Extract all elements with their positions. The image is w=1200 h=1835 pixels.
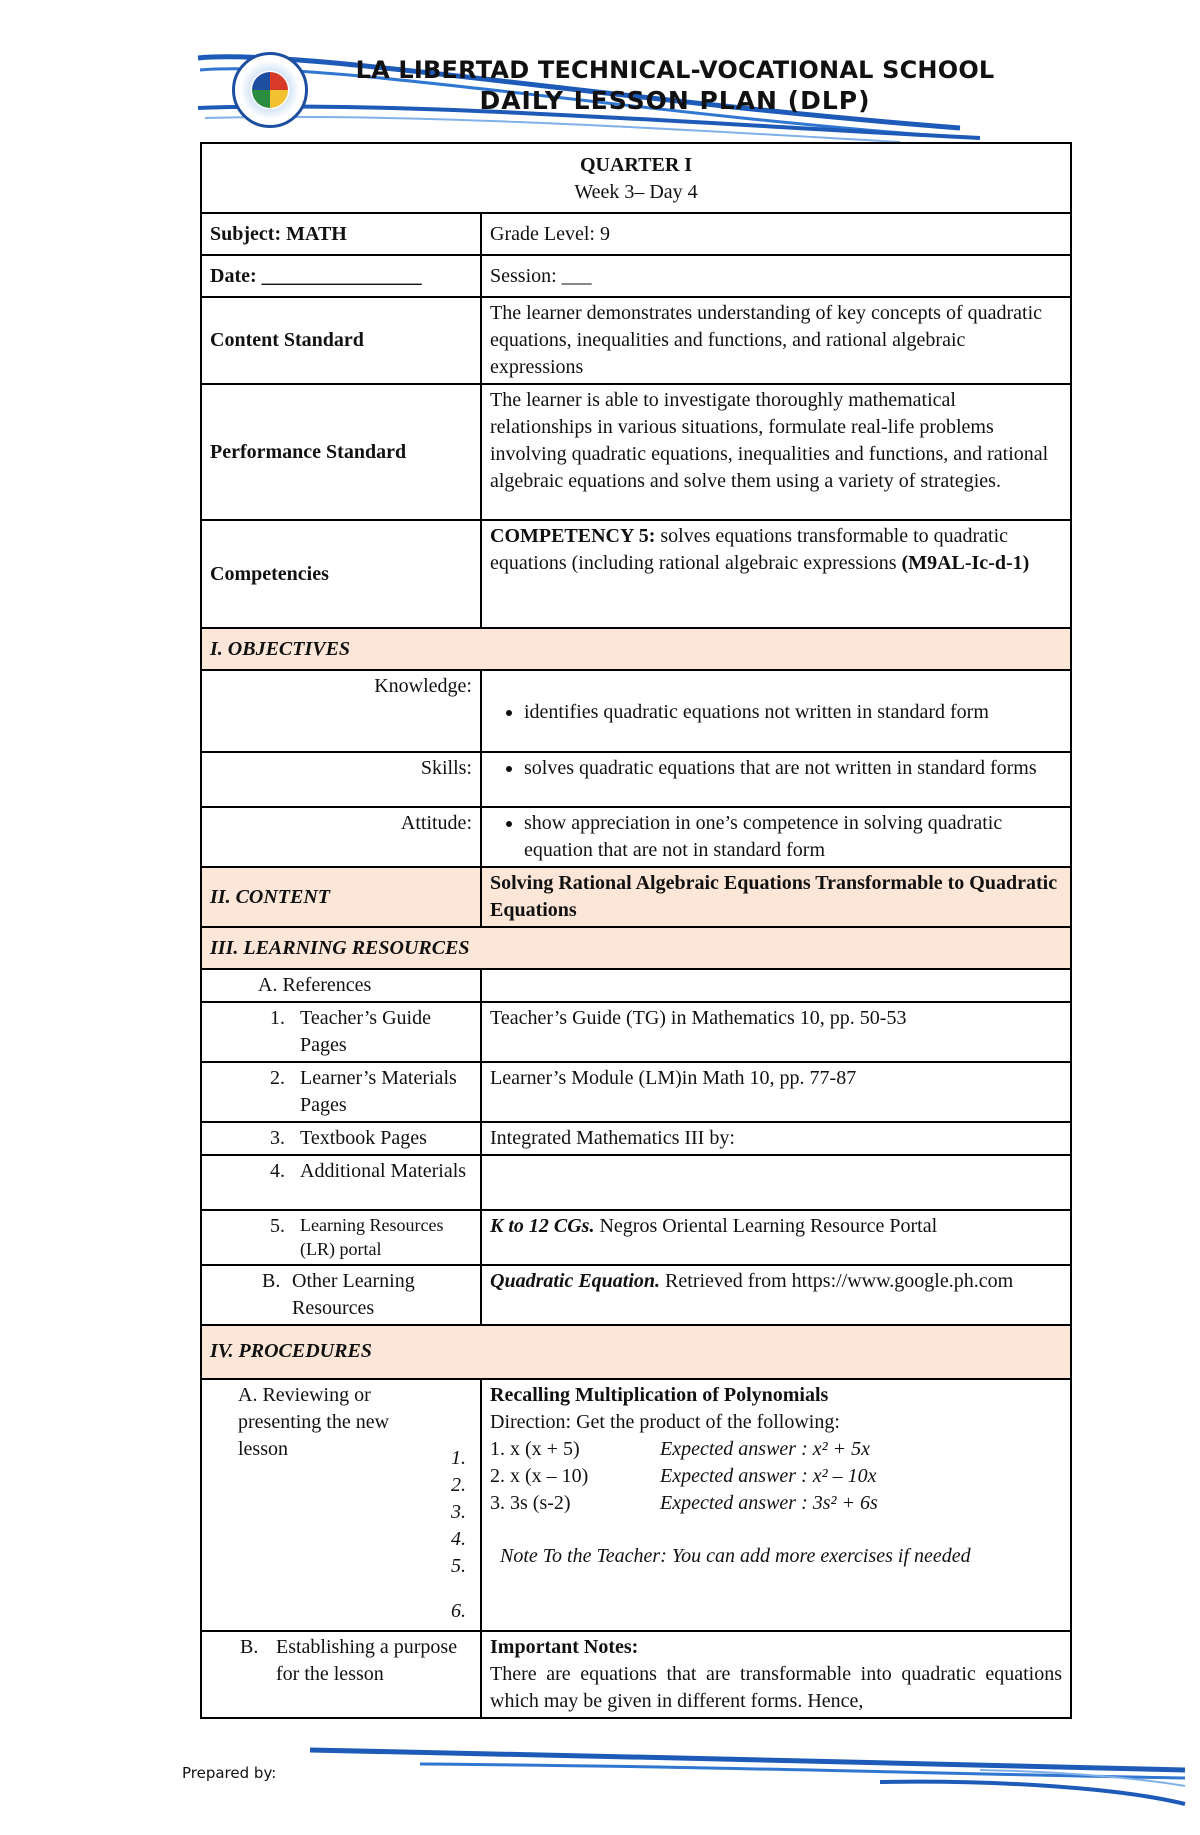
skills-cell	[481, 752, 1071, 807]
procedure-b-cell	[481, 1631, 1071, 1718]
skills-row	[201, 752, 1071, 807]
knowledge-label: Knowledge:	[201, 670, 481, 752]
procedure-b-title: Important Notes:	[490, 1635, 639, 1658]
session-cell: Session: ___	[481, 255, 1071, 297]
week-day: Week 3– Day 4	[574, 181, 698, 203]
date-row	[201, 255, 1071, 297]
quarter-title: QUARTER I	[579, 154, 693, 176]
lr-portal-text: Negros Oriental Learning Resource Portal	[594, 1215, 938, 1237]
resource-value: Integrated Mathematics III by:	[481, 1122, 1071, 1155]
procedure-b-text: There are equations that are transformable into quadratic equations which may be given in different forms. Hence,	[490, 1662, 1062, 1712]
subject-row	[201, 213, 1071, 255]
other-resources-text: Retrieved from https://www.google.ph.com	[660, 1269, 1014, 1292]
procedure-num: 2.	[451, 1473, 466, 1496]
procedure-a-cell	[481, 1379, 1071, 1631]
resource-value: Learner’s Module (LM)in Math 10, pp. 77-87	[481, 1062, 1071, 1122]
exercise-answer: Expected answer : x² + 5x	[660, 1437, 870, 1460]
exercise-question: 1. x (x + 5)	[490, 1437, 580, 1460]
procedure-num: 5.	[451, 1554, 466, 1577]
exercise-question: 2. x (x – 10)	[490, 1464, 589, 1487]
performance-standard-label: Performance Standard	[201, 384, 481, 520]
procedure-b-row	[201, 1631, 1071, 1718]
resource-num: 1.	[270, 1007, 285, 1029]
resource-label: Other Learning Resources	[292, 1269, 415, 1319]
procedure-a-title: Recalling Multiplication of Polynomials	[490, 1383, 829, 1406]
resource-label: Learner’s Materials Pages	[300, 1067, 457, 1116]
resource-label: Learning Resources (LR) portal	[300, 1215, 444, 1260]
resource-value: Teacher’s Guide (TG) in Mathematics 10, pp. 50-53	[481, 1002, 1071, 1062]
teacher-note: Note To the Teacher: You can add more exercises if needed	[500, 1544, 971, 1567]
resource-row	[201, 1062, 1071, 1122]
objectives-heading-row	[201, 628, 1071, 670]
lr-portal-row	[201, 1210, 1071, 1265]
resource-row	[201, 1122, 1071, 1155]
exercise-answer: Expected answer : x² – 10x	[660, 1464, 877, 1487]
content-standard-row	[201, 297, 1071, 384]
performance-standard-text: The learner is able to investigate thoroughly mathematical relationships in various situations, formulate real-life problems involving quadratic equations, inequalities and functions, and rational algebraic equations and solve them using a variety of strategies.	[481, 384, 1071, 520]
quarter-row	[201, 143, 1071, 213]
lr-portal-bold: K to 12 CGs.	[490, 1215, 595, 1237]
attitude-label: Attitude:	[201, 807, 481, 867]
attitude-item: • show appreciation in one’s competence in solving quadratic equation that are not in standard form	[524, 810, 1062, 864]
resource-row	[201, 1155, 1071, 1210]
exercise-item	[490, 1436, 1062, 1463]
lr-portal-value	[481, 1210, 1071, 1265]
resource-num: 3.	[270, 1127, 285, 1149]
resource-num: B.	[262, 1269, 281, 1292]
knowledge-item: • identifies quadratic equations not written in standard form	[524, 699, 1062, 726]
competencies-row	[201, 520, 1071, 628]
procedure-a-direction: Direction: Get the product of the following:	[490, 1410, 840, 1433]
content-heading: II. CONTENT	[201, 867, 481, 927]
page-header	[0, 0, 1200, 150]
attitude-row	[201, 807, 1071, 867]
grade-cell: Grade Level: 9	[481, 213, 1071, 255]
content-row	[201, 867, 1071, 927]
performance-standard-row	[201, 384, 1071, 520]
procedure-num: 1.	[451, 1446, 466, 1469]
procedure-b-label: Establishing a purpose for the lesson	[276, 1635, 458, 1685]
resource-num: 4.	[270, 1160, 285, 1182]
references-row	[201, 969, 1071, 1002]
date-cell: Date: ________________	[201, 255, 481, 297]
exercise-item	[490, 1490, 1062, 1517]
references-label: A. References	[201, 969, 481, 1002]
attitude-cell	[481, 807, 1071, 867]
resource-num: 5.	[270, 1215, 285, 1237]
content-standard-label: Content Standard	[201, 297, 481, 384]
resource-value	[481, 1155, 1071, 1210]
exercise-answer: Expected answer : 3s² + 6s	[660, 1491, 878, 1514]
procedure-b-num: B.	[240, 1635, 259, 1658]
resources-heading-row	[201, 927, 1071, 969]
procedure-num: 6.	[451, 1599, 466, 1622]
competency-text: solves equations transformable to quadratic equations (including rational algebraic expressions	[490, 525, 1009, 574]
other-resources-bold: Quadratic Equation.	[490, 1269, 661, 1292]
procedures-heading-row	[201, 1325, 1071, 1379]
content-standard-text: The learner demonstrates understanding of key concepts of quadratic equations, inequalities and functions, and rational algebraic expressions	[481, 297, 1071, 384]
resource-label: Teacher’s Guide Pages	[300, 1007, 431, 1056]
procedures-heading: IV. PROCEDURES	[201, 1325, 1071, 1379]
content-text: Solving Rational Algebraic Equations Transformable to Quadratic Equations	[481, 867, 1071, 927]
other-resources-row	[201, 1265, 1071, 1325]
other-resources-value	[481, 1265, 1071, 1325]
knowledge-cell	[481, 670, 1071, 752]
competency-prefix: COMPETENCY 5:	[490, 525, 656, 547]
procedure-num: 3.	[451, 1500, 466, 1523]
prepared-by-label: Prepared by:	[182, 1764, 277, 1782]
procedure-a-label: A. Reviewing or presenting the new lesson	[238, 1383, 390, 1460]
subject-cell: Subject: MATH	[201, 213, 481, 255]
resources-heading: III. LEARNING RESOURCES	[201, 927, 1071, 969]
exercise-item	[490, 1463, 1062, 1490]
objectives-heading: I. OBJECTIVES	[201, 628, 1071, 670]
deped-seal-logo	[232, 52, 308, 128]
knowledge-row	[201, 670, 1071, 752]
procedure-a-row	[201, 1379, 1071, 1631]
lesson-plan-table	[200, 142, 1072, 1719]
resource-num: 2.	[270, 1067, 285, 1089]
resource-label: Textbook Pages	[300, 1127, 427, 1149]
skills-label: Skills:	[201, 752, 481, 807]
resource-row	[201, 1002, 1071, 1062]
resource-label: Additional Materials	[300, 1160, 467, 1182]
references-value	[481, 969, 1071, 1002]
procedure-num: 4.	[451, 1527, 466, 1550]
school-name: LA LIBERTAD TECHNICAL-VOCATIONAL SCHOOL	[355, 56, 995, 84]
competencies-label: Competencies	[201, 520, 481, 628]
competencies-cell	[481, 520, 1071, 628]
competency-code: (M9AL-Ic-d-1)	[901, 552, 1030, 574]
footer-banner	[0, 1740, 1200, 1830]
plan-title: DAILY LESSON PLAN (DLP)	[479, 86, 871, 115]
skills-item: • solves quadratic equations that are not written in standard forms	[524, 755, 1062, 782]
exercise-question: 3. 3s (s-2)	[490, 1491, 571, 1514]
